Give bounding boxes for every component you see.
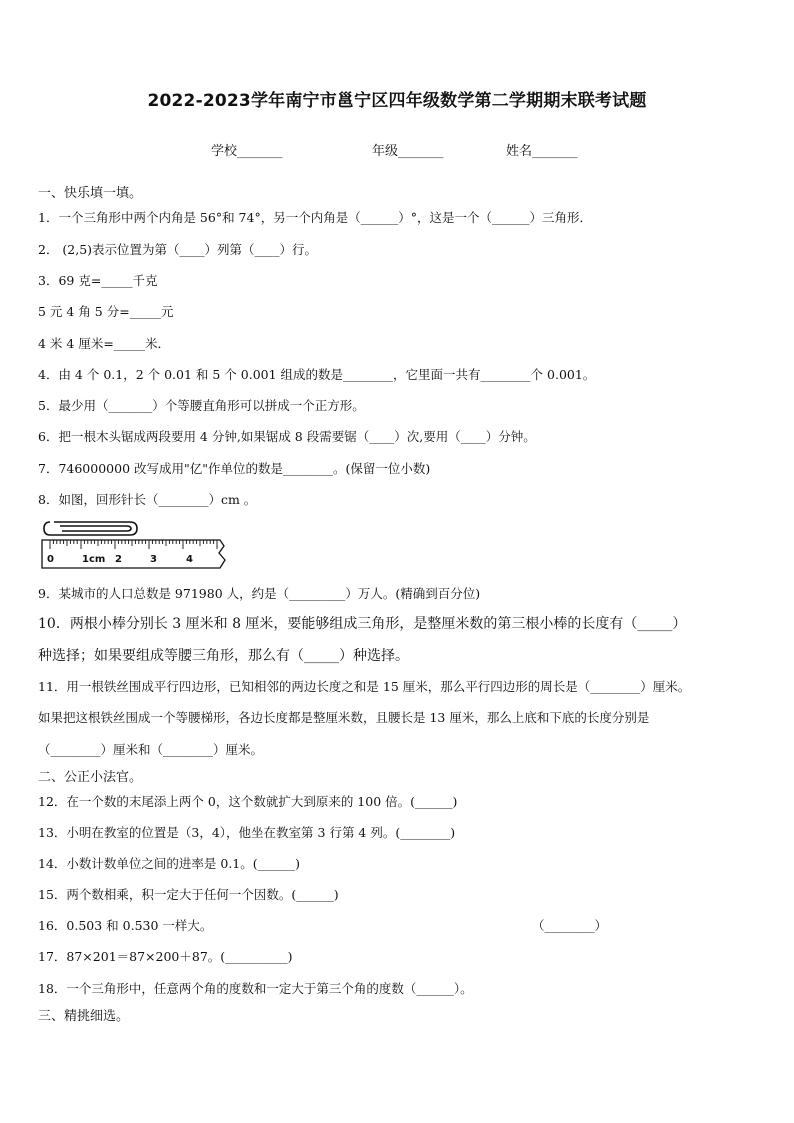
question-11-b: 如果把这根铁丝围成一个等腰梯形，各边长度都是整厘米数，且腰长是 13 厘米，那么上底和下底的长度分别是 (38, 710, 650, 725)
question-4: 4．由 4 个 0.1，2 个 0.01 和 5 个 0.001 组成的数是________，它里面一共有________个 0.001。 (38, 367, 596, 382)
school-field: 学校_______ (211, 144, 283, 159)
ruler-label-0: 0 (47, 554, 54, 565)
question-11-c: （________）厘米和（________）厘米。 (38, 742, 264, 757)
question-12: 12．在一个数的末尾添上两个 0，这个数就扩大到原来的 100 倍。(______) (38, 794, 458, 809)
question-1: 1．一个三角形中两个内角是 56°和 74°，另一个内角是（______）°，这是一个（______）三角形． (38, 210, 592, 225)
question-16-blank: （________） (532, 918, 608, 933)
ruler-label-2: 2 (115, 554, 122, 565)
ruler-label-3: 3 (150, 554, 157, 565)
question-3-a: 3．69 克=_____千克 (38, 273, 158, 288)
question-17: 17．87×201＝87×200＋87。(__________) (38, 949, 293, 964)
question-5: 5．最少用（_______）个等腰直角形可以拼成一个正方形。 (38, 398, 365, 413)
ruler-body (42, 540, 225, 568)
question-8: 8．如图，回形针长（________）cm 。 (38, 492, 257, 507)
question-13: 13．小明在教室的位置是（3，4），他坐在教室第 3 行第 4 列。(________) (38, 825, 456, 840)
question-3-c: 4 米 4 厘米=_____米． (38, 336, 171, 351)
question-10-b: 种选择；如果要组成等腰三角形，那么有（_____）种选择。 (38, 648, 409, 664)
question-11-a: 11．用一根铁丝围成平行四边形，已知相邻的两边长度之和是 15 厘米，那么平行四边形的周长是（________）厘米。 (38, 679, 691, 694)
question-7: 7．746000000 改写成用"亿"作单位的数是________。(保留一位小数) (38, 461, 431, 476)
section-3-heading: 三、精挑细选。 (38, 1009, 130, 1024)
question-14: 14．小数计数单位之间的进率是 0.1。(______) (38, 856, 301, 871)
question-9: 9．某城市的人口总数是 971980 人，约是（_________）万人。(精确到百分位) (38, 586, 481, 601)
question-3-b: 5 元 4 角 5 分=_____元 (38, 304, 174, 319)
question-18: 18．一个三角形中，任意两个角的度数和一定大于第三个角的度数（______）。 (38, 981, 473, 996)
paperclip-ruler-figure (40, 516, 230, 570)
ruler-label-1cm: 1cm (82, 554, 106, 565)
question-2: 2． (2,5)表示位置为第（____）列第（____）行。 (38, 242, 318, 257)
question-16: 16．0.503 和 0.530 一样大。 (38, 918, 213, 933)
question-15: 15．两个数相乘，积一定大于任何一个因数。(______) (38, 887, 339, 902)
page-title: 2022-2023学年南宁市邕宁区四年级数学第二学期期末联考试题 (147, 91, 647, 111)
section-1-heading: 一、快乐填一填。 (38, 186, 143, 201)
ruler-label-4: 4 (186, 554, 193, 565)
section-2-heading: 二、公正小法官。 (38, 770, 143, 785)
question-10-a: 10．两根小棒分别长 3 厘米和 8 厘米，要能够组成三角形，是整厘米数的第三根小棒的长度有（_____） (38, 616, 687, 632)
question-6: 6．把一根木头锯成两段要用 4 分钟,如果锯成 8 段需要锯（____）次,要用（____）分钟。 (38, 429, 536, 444)
grade-field: 年级_______ (372, 144, 444, 159)
paperclip-icon (44, 522, 137, 535)
name-field: 姓名_______ (506, 144, 578, 159)
